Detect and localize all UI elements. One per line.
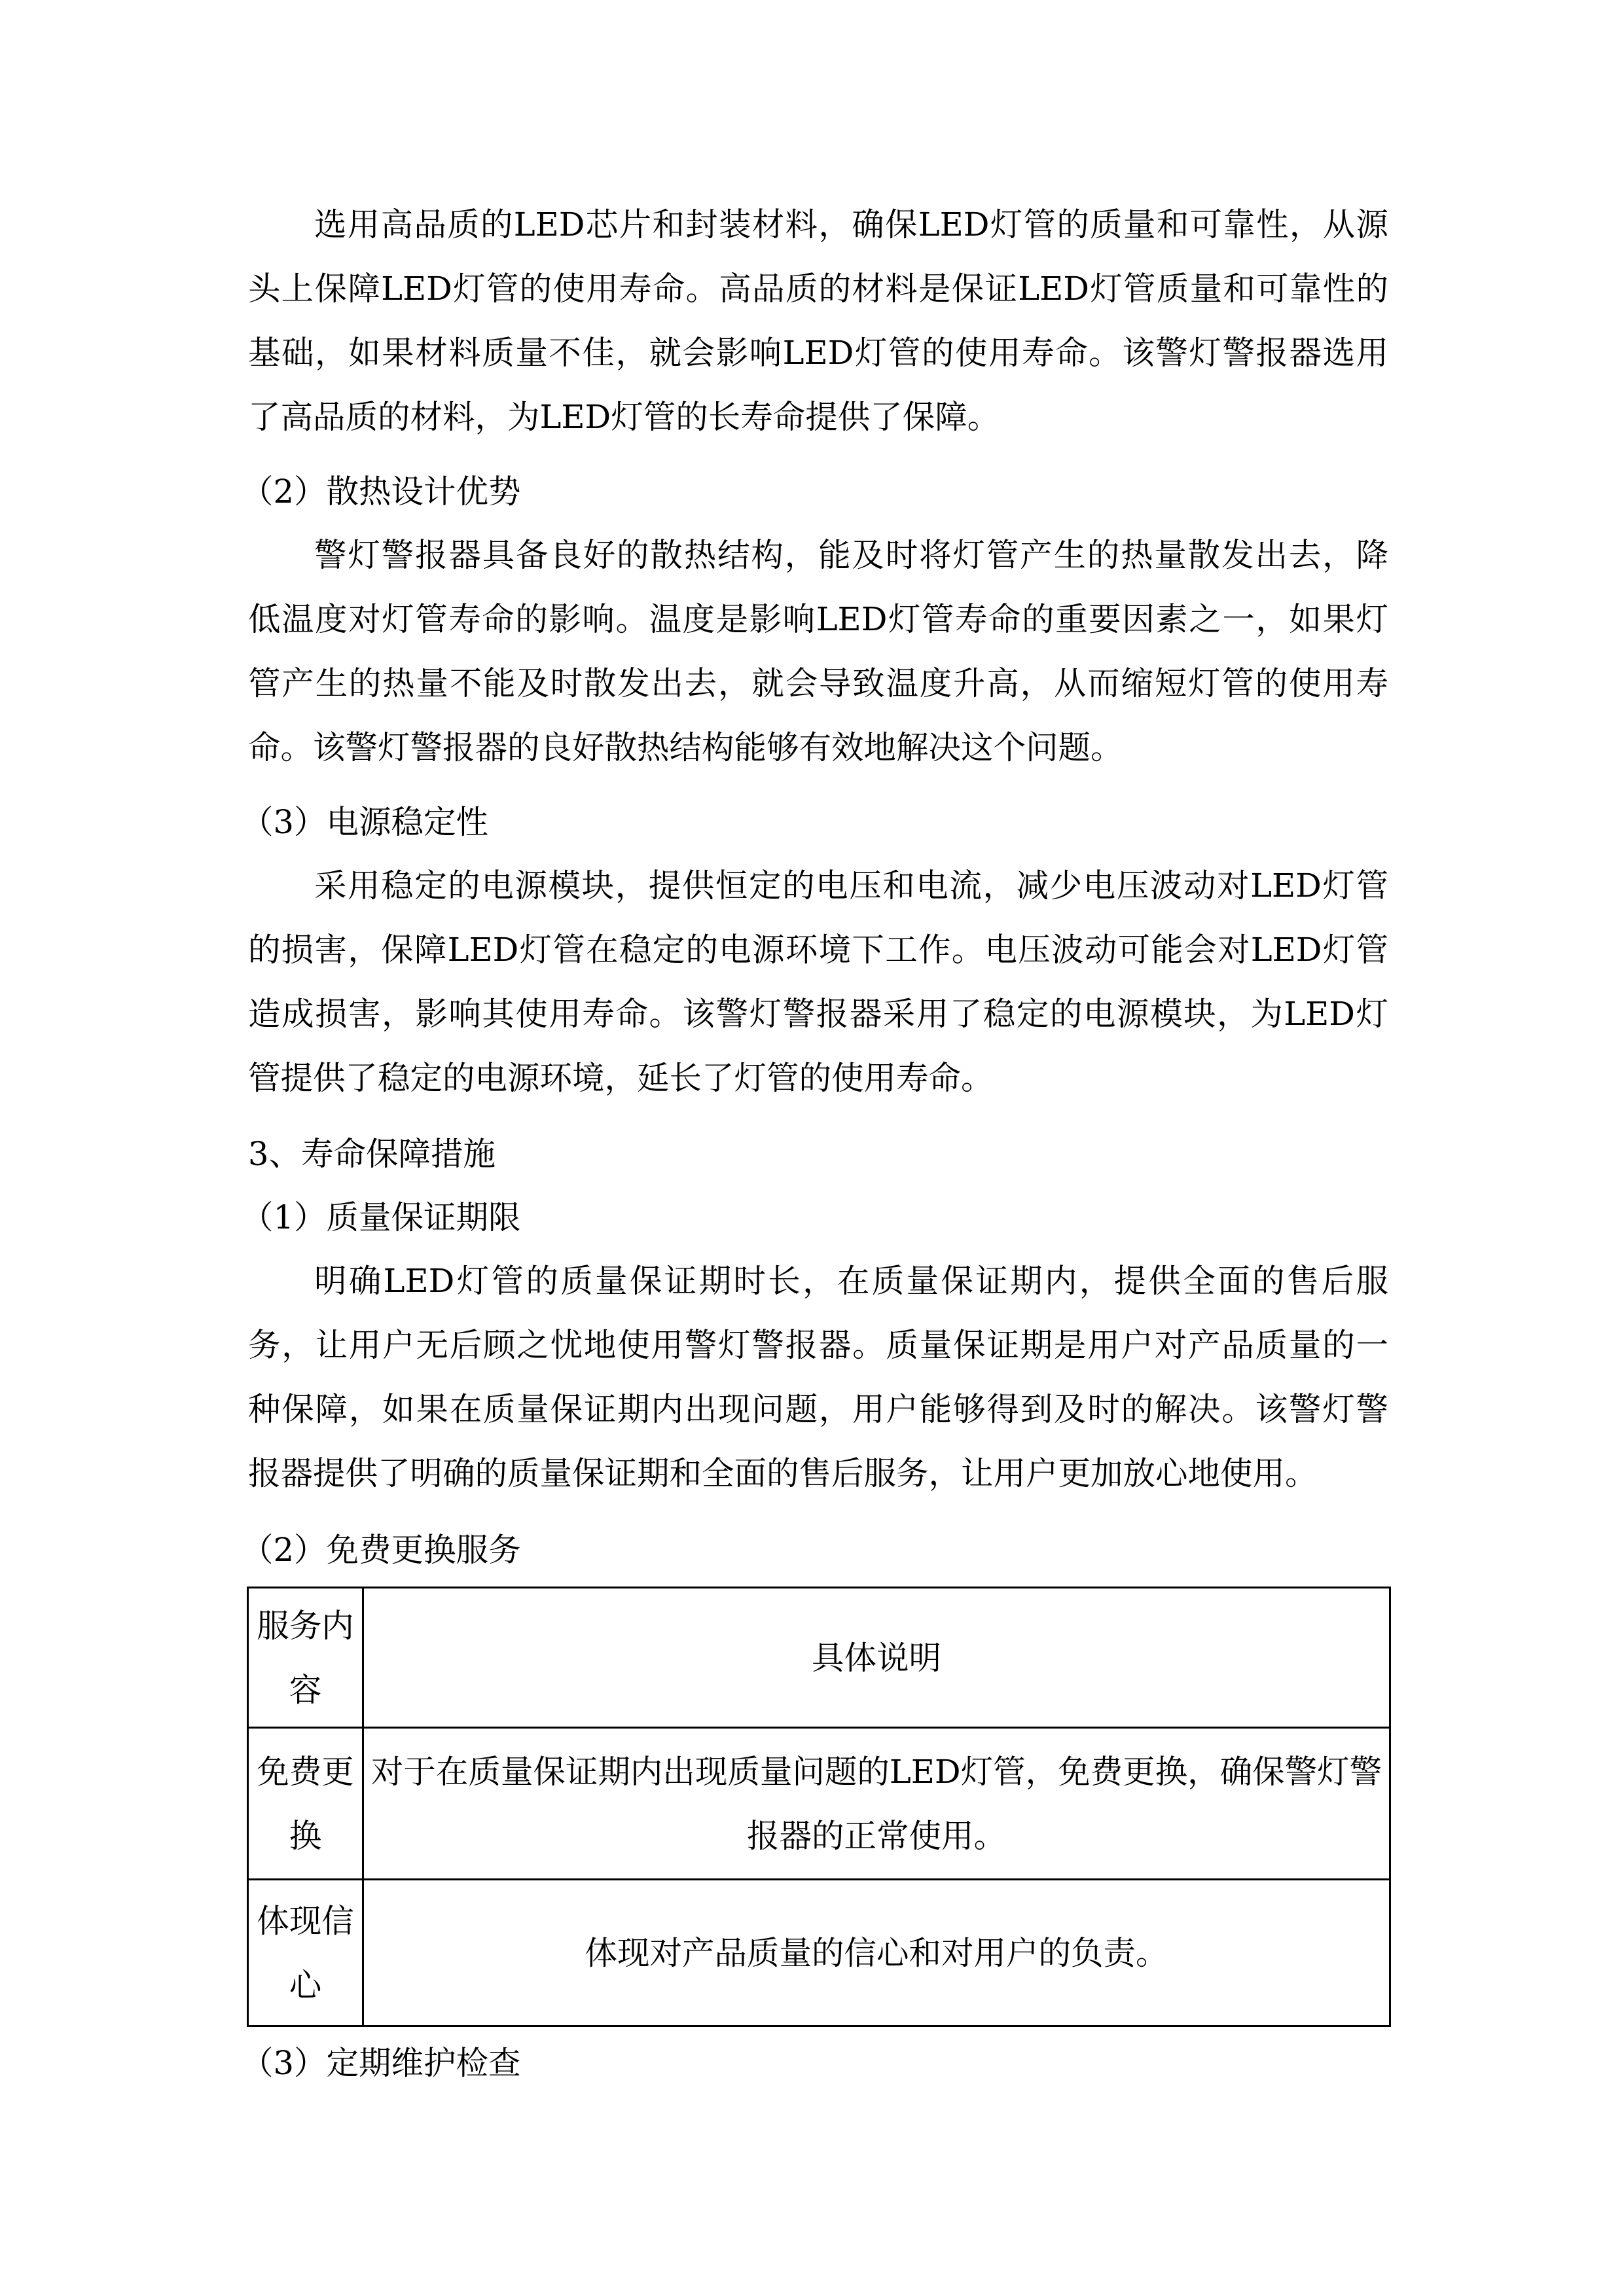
heading-warranty-period: （1）质量保证期限 [241,1198,521,1236]
paragraph-materials [248,192,1388,449]
table-cell: 对于在质量保证期内出现质量问题的LED灯管，免费更换，确保警灯警报器的正常使用。 [363,1728,1390,1880]
text-line: 的损害，保障LED灯管在稳定的电源环境下工作。电压波动可能会对LED灯管 [248,931,1388,969]
heading-free-replacement: （2）免费更换服务 [241,1531,521,1569]
text-line: 造成损害，影响其使用寿命。该警灯警报器采用了稳定的电源模块，为LED灯 [248,995,1388,1033]
table-header-row [248,1588,1390,1728]
header-cell-service: 服务内容 [248,1588,363,1728]
text-line: 低温度对灯管寿命的影响。温度是影响LED灯管寿命的重要因素之一，如果灯 [248,600,1388,638]
heading-heat-dissipation: （2）散热设计优势 [241,473,521,511]
text-line: 了高品质的材料，为LED灯管的长寿命提供了保障。 [248,398,1000,436]
text-line: 明确LED灯管的质量保证期时长，在质量保证期内，提供全面的售后服 [314,1262,1388,1300]
text-line: 报器提供了明确的质量保证期和全面的售后服务，让用户更加放心地使用。 [248,1454,1318,1492]
heading-maintenance: （3）定期维护检查 [241,2044,521,2082]
section-title-lifespan-measures: 3、寿命保障措施 [248,1135,496,1173]
table-cell: 体现信心 [248,1880,363,2026]
text-line: 头上保障LED灯管的使用寿命。高品质的材料是保证LED灯管质量和可靠性的 [248,270,1388,308]
paragraph-heat-dissipation [248,523,1388,780]
table-row [248,1880,1390,2026]
text-line: 种保障，如果在质量保证期内出现问题，用户能够得到及时的解决。该警灯警 [248,1390,1388,1428]
table-cell: 免费更换 [248,1728,363,1880]
text-line: 管产生的热量不能及时散发出去，就会导致温度升高，从而缩短灯管的使用寿 [248,664,1388,702]
text-line: 选用高品质的LED芯片和封装材料，确保LED灯管的质量和可靠性，从源 [314,206,1388,243]
text-line: 务，让用户无后顾之忧地使用警灯警报器。质量保证期是用户对产品质量的一 [248,1326,1388,1364]
text-line: 警灯警报器具备良好的散热结构，能及时将灯管产生的热量散发出去，降 [314,536,1388,574]
paragraph-warranty [248,1249,1388,1505]
table-row [248,1728,1390,1880]
text-line: 管提供了稳定的电源环境，延长了灯管的使用寿命。 [248,1059,994,1097]
heading-power-stability: （3）电源稳定性 [241,803,488,841]
service-table [247,1587,1391,2027]
text-line: 采用稳定的电源模块，提供恒定的电压和电流，减少电压波动对LED灯管 [314,867,1388,905]
header-cell-description: 具体说明 [363,1588,1390,1728]
text-line: 命。该警灯警报器的良好散热结构能够有效地解决这个问题。 [248,728,1123,766]
table-cell: 体现对产品质量的信心和对用户的负责。 [363,1880,1390,2026]
paragraph-power-stability [248,853,1388,1110]
text-line: 基础，如果材料质量不佳，就会影响LED灯管的使用寿命。该警灯警报器选用 [248,334,1388,372]
